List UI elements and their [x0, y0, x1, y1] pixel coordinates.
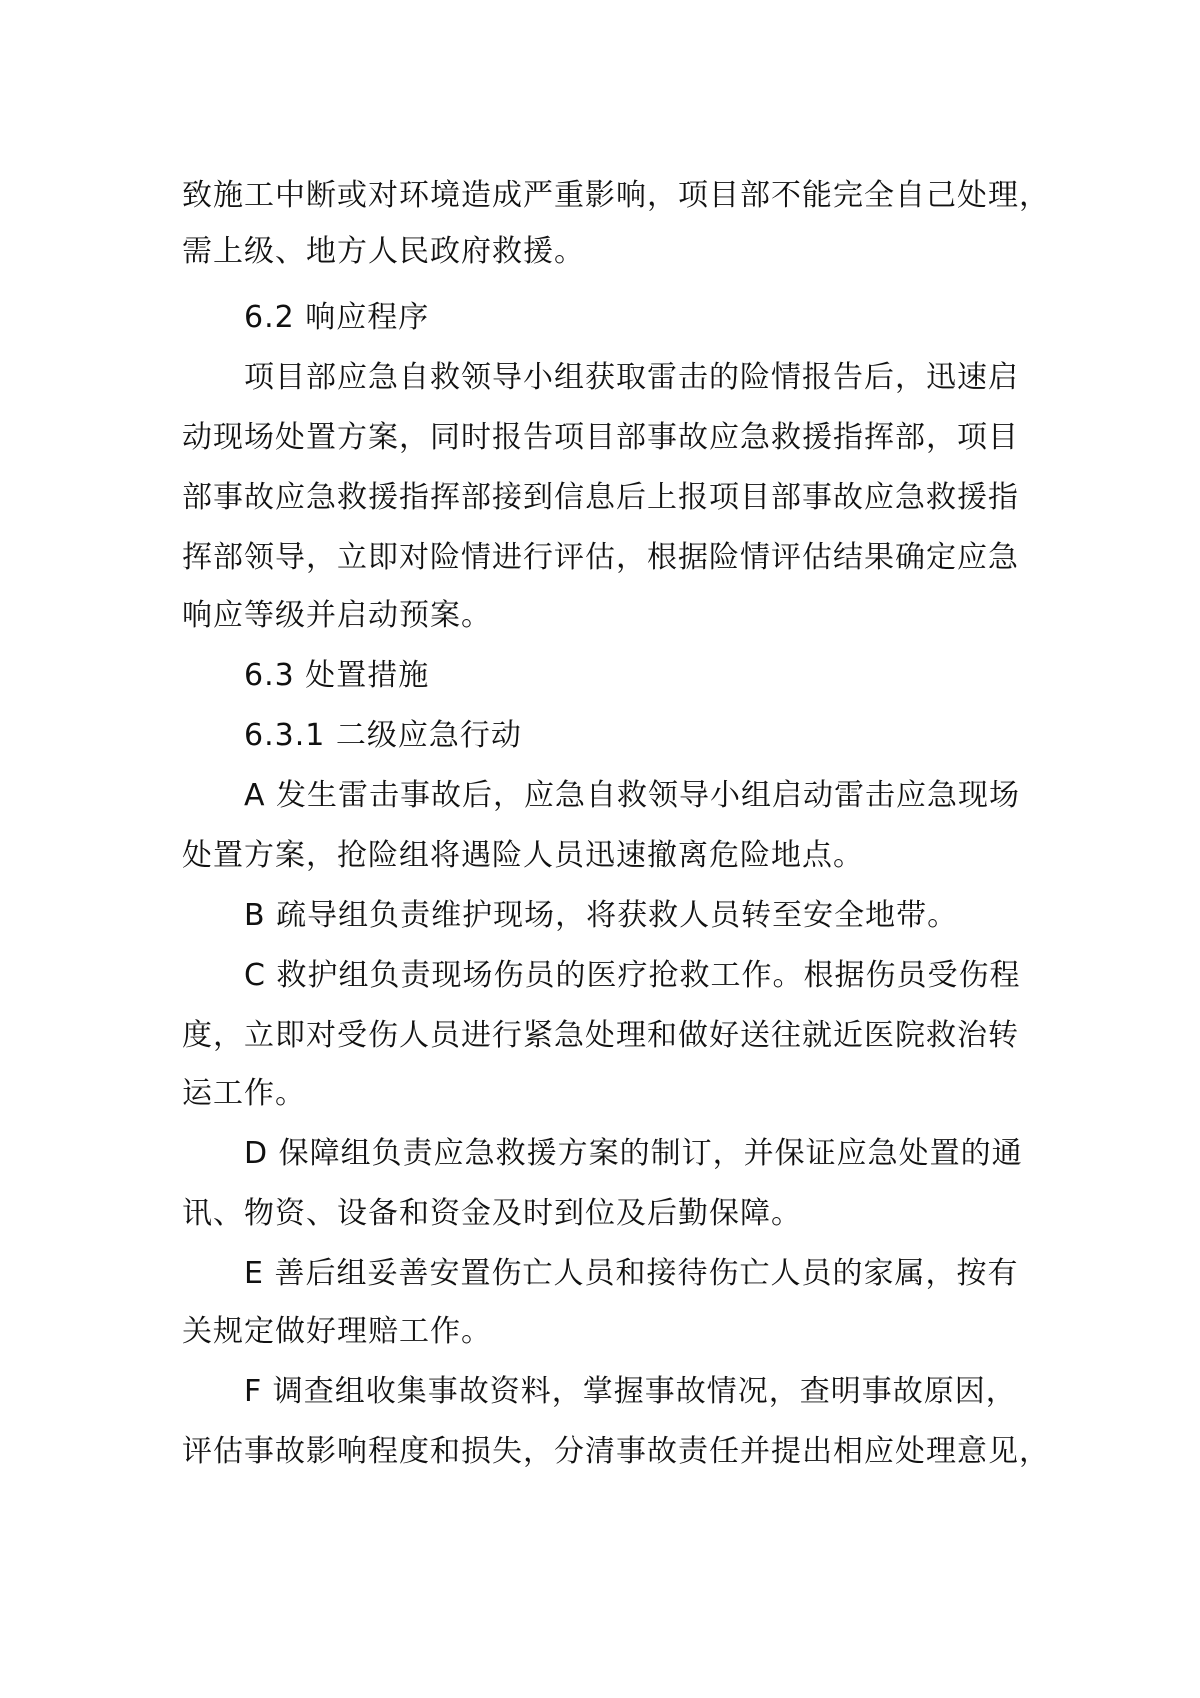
section-heading-6-3-1: 6.3.1 二级应急行动: [244, 718, 522, 753]
paragraph-line: 响应等级并启动预案。: [182, 598, 492, 633]
paragraph-line: 评估事故影响程度和损失，分清事故责任并提出相应处理意见，: [182, 1434, 1050, 1469]
paragraph-line: 项目部应急自救领导小组获取雷击的险情报告后，迅速启: [244, 360, 1019, 395]
paragraph-line: B 疏导组负责维护现场，将获救人员转至安全地带。: [244, 898, 959, 933]
paragraph-line: E 善后组妥善安置伤亡人员和接待伤亡人员的家属，按有: [244, 1256, 1019, 1291]
paragraph-line: D 保障组负责应急救援方案的制订，并保证应急处置的通: [244, 1136, 1023, 1171]
section-heading-6-3: 6.3 处置措施: [244, 658, 430, 693]
paragraph-line: 需上级、地方人民政府救援。: [182, 234, 585, 269]
paragraph-line: 关规定做好理赔工作。: [182, 1314, 492, 1349]
paragraph-line: 挥部领导，立即对险情进行评估，根据险情评估结果确定应急: [182, 540, 1019, 575]
paragraph-line: F 调查组收集事故资料，掌握事故情况，查明事故原因，: [244, 1374, 1017, 1409]
paragraph-line: 部事故应急救援指挥部接到信息后上报项目部事故应急救援指: [182, 480, 1019, 515]
paragraph-line: 度，立即对受伤人员进行紧急处理和做好送往就近医院救治转: [182, 1018, 1019, 1053]
paragraph-line: 讯、物资、设备和资金及时到位及后勤保障。: [182, 1196, 802, 1231]
paragraph-line: C 救护组负责现场伤员的医疗抢救工作。根据伤员受伤程: [244, 958, 1021, 993]
paragraph-line: 动现场处置方案，同时报告项目部事故应急救援指挥部，项目: [182, 420, 1019, 455]
paragraph-line: A 发生雷击事故后，应急自救领导小组启动雷击应急现场: [244, 778, 1021, 813]
section-heading-6-2: 6.2 响应程序: [244, 300, 430, 335]
paragraph-line: 处置方案，抢险组将遇险人员迅速撤离危险地点。: [182, 838, 864, 873]
paragraph-line: 运工作。: [182, 1076, 306, 1111]
paragraph-line: 致施工中断或对环境造成严重影响，项目部不能完全自己处理，: [182, 178, 1050, 213]
